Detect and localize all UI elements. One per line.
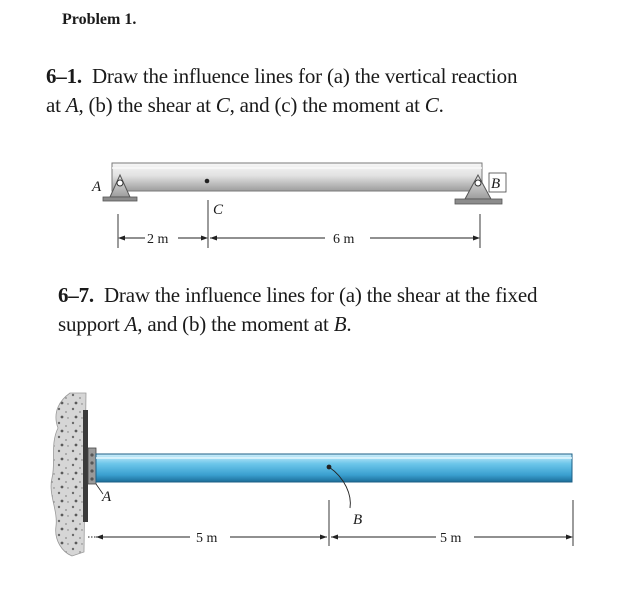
fixed-wall [51,393,86,556]
label-a: A [102,489,112,505]
problem-number: 6–7. [58,283,94,307]
wall-face [83,410,88,522]
dim-label-2m: 2 m [147,232,169,247]
problem-text-var: A [124,312,138,336]
dim-arrow [473,236,480,241]
problem-text-fragment: , (b) the shear at [78,93,216,117]
figure-6-7 [51,393,573,556]
dim-arrow [96,535,103,540]
dim-arrow [210,236,217,241]
problem-text-var: B [333,312,347,336]
label-b: B [353,512,363,528]
problem-text-line1: Draw the influence lines for (a) the vertical reaction [91,64,518,88]
dim-arrow [320,535,327,540]
problem-text-var: A [65,93,79,117]
dim-arrow [201,236,208,241]
problem-text-fragment: . [438,93,444,117]
page-heading: Problem 1. [62,11,137,28]
dim-arrow [331,535,338,540]
problem-text-var: C [215,93,230,117]
problem-number: 6–1. [46,64,82,88]
dim-label-5m-left: 5 m [196,531,218,546]
problem-text-fragment: support [58,312,125,336]
beam-1 [112,163,482,191]
dim-arrow [566,535,573,540]
dim-arrow [118,236,125,241]
label-a: A [92,179,102,195]
point-c-marker [205,179,210,184]
problem-text-fragment: , and (c) the moment at [229,93,425,117]
dim-label-5m-right: 5 m [440,531,462,546]
problem-text-var: C [424,93,439,117]
figure-6-1 [91,163,506,248]
problem-text-fragment: , and (b) the moment at [137,312,334,336]
problem-text-fragment: . [346,312,352,336]
dim-label-6m: 6 m [333,232,355,247]
label-b: B [491,176,501,192]
problem-text-line1: Draw the influence lines for (a) the shear at the fixed [103,283,538,307]
label-c: C [213,202,224,218]
problem-text-fragment: at [46,93,66,117]
